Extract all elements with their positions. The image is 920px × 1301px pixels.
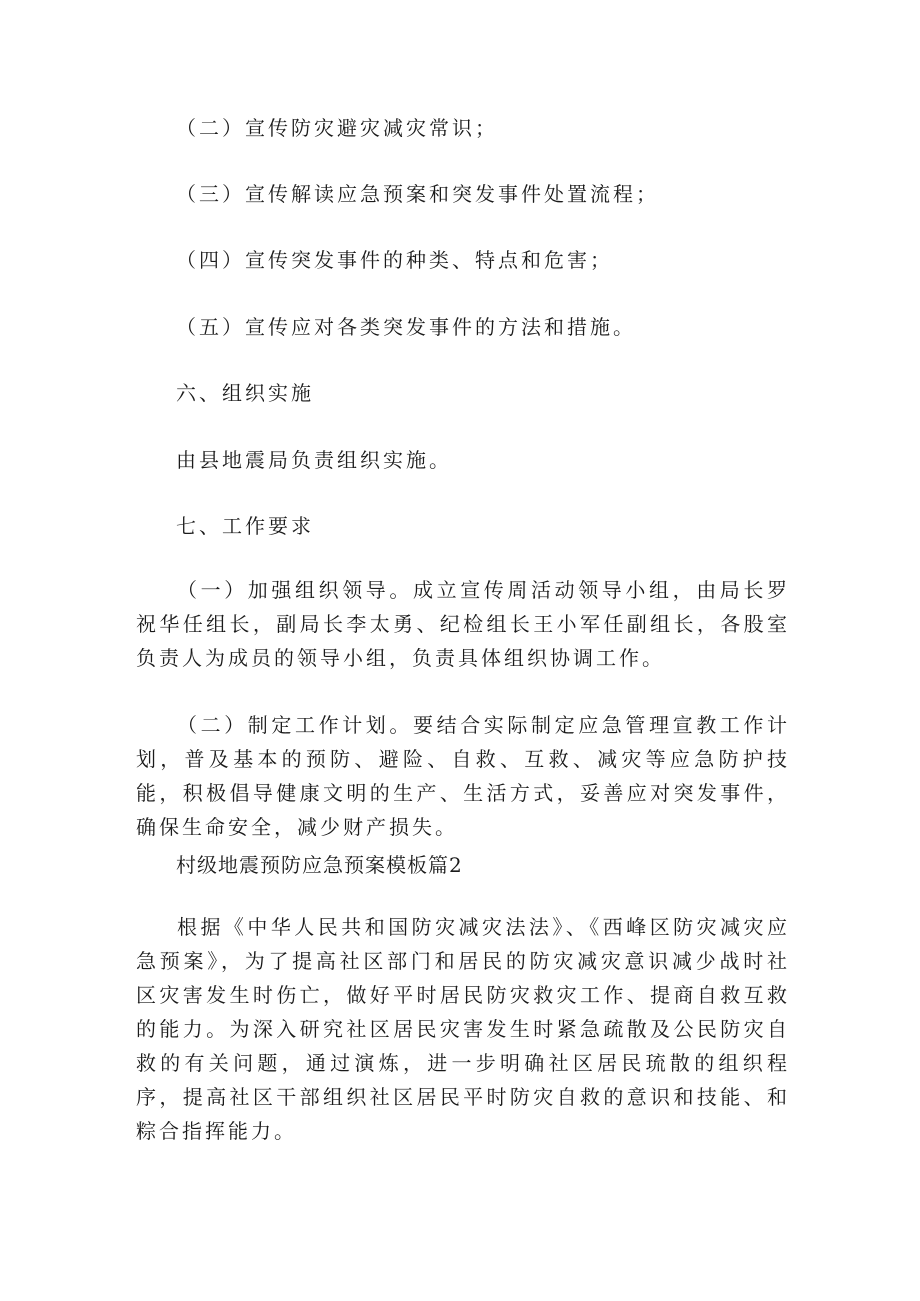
list-item-2: （二）宣传防灾避灾减灾常识； <box>176 116 498 140</box>
section-7-paragraph-2: （二）制定工作计划。要结合实际制定应急管理宣教工作计划，普及基本的预防、避险、自救、互救、减灾等应急防护技能，积极倡导健康文明的生产、生活方式，妥善应对突发事件，确保生命安全，减少财产损失。 <box>136 713 790 839</box>
section-7-heading: 七、工作要求 <box>176 514 314 538</box>
section-6-heading: 六、组织实施 <box>176 381 314 405</box>
list-item-3: （三）宣传解读应急预案和突发事件处置流程； <box>176 182 659 206</box>
template-2-paragraph: 根据《中华人民共和国防灾减灾法法》、《西峰区防灾减灾应急预案》，为了提高社区部门和居民的防灾减灾意识减少战时社区灾害发生时伤亡，做好平时居民防灾救灾工作、提商自救互救的能力。为深入研究社区居民灾害发生时紧急疏散及公民防灾自救的有关问题，通过演炼，进一步明确社区居民琉散的组织程序，提高社区干部组织社区居民平时防灾自救的意识和技能、和粽合指挥能力。 <box>136 915 790 1143</box>
section-7-paragraph-1: （一）加强组织领导。成立宣传周活动领导小组，由局长罗祝华任组长，副局长李太勇、纪检组长王小军任副组长，各股室负责人为成员的领导小组，负责具体组织协调工作。 <box>136 578 790 670</box>
section-6-text: 由县地震局负责组织实施。 <box>176 448 452 472</box>
template-2-title: 村级地震预防应急预案模板篇2 <box>176 853 463 877</box>
list-item-5: （五）宣传应对各类突发事件的方法和措施。 <box>176 315 636 339</box>
list-item-4: （四）宣传突发事件的种类、特点和危害； <box>176 248 613 272</box>
